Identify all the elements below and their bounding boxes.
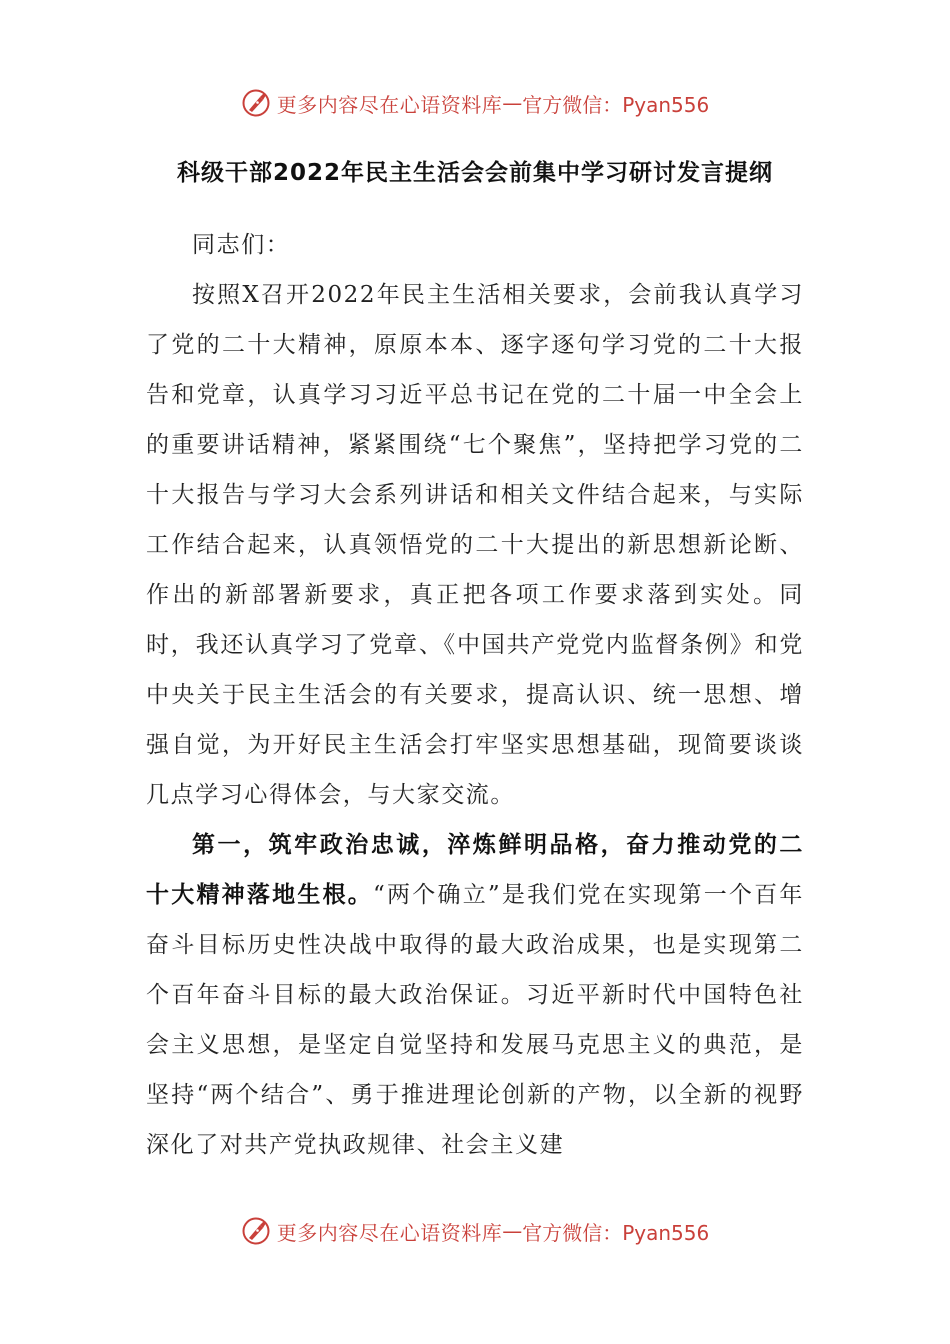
banner-separator: — — [502, 91, 523, 115]
document-body — [146, 220, 804, 1170]
paragraph: 按照X召开2022年民主生活相关要求，会前我认真学习了党的二十大精神，原原本本、逐字逐句学习党的二十大报告和党章，认真学习习近平总书记在党的二十届一中全会上的重要讲话精神，紧紧围绕“七个聚焦”，坚持把学习党的二十大报告与学习大会系列讲话和相关文件结合起来，与实际工作结合起来，认真领悟党的二十大提出的新思想新论断、作出的新部署新要求，真正把各项工作要求落到实处。同时，我还认真学习了党章、《中国共产党党内监督条例》和党中央关于民主生活会的有关要求，提高认识、统一思想、增强自觉，为开好民主生活会打牢坚实思想基础，现简要谈谈几点学习心得体会，与大家交流。 — [146, 282, 804, 808]
pen-nib-logo-icon — [241, 1216, 271, 1246]
document-title: 科级干部2022年民主生活会会前集中学习研讨发言提纲 — [176, 160, 773, 186]
pen-nib-logo-icon — [241, 88, 271, 118]
salutation: 同志们： — [192, 232, 291, 258]
section-paragraph — [146, 820, 804, 1170]
banner-text: 更多内容尽在心语资料库 — [276, 92, 503, 117]
banner-text: 更多内容尽在心语资料库 — [276, 1220, 503, 1245]
footer-banner — [0, 1211, 950, 1251]
section-body: “两个确立”是我们党在实现第一个百年奋斗目标历史性决战中取得的最大政治成果，也是实现第二个百年奋斗目标的最大政治保证。习近平新时代中国特色社会主义思想，是坚定自觉坚持和发展马克思主义的典范，是坚持“两个结合”、勇于推进理论创新的产物，以全新的视野深化了对共产党执政规律、社会主义建 — [146, 882, 804, 1158]
section-heading: 第一，筑牢政治忠诚，淬炼鲜明品格，奋力推动党的二十大精神落地生根。 — [146, 831, 804, 908]
banner-separator: — — [502, 1219, 523, 1243]
banner-wechat-id: 官方微信：Pyan556 — [522, 92, 710, 117]
banner-wechat-id: 官方微信：Pyan556 — [522, 1220, 710, 1245]
header-banner — [0, 83, 950, 123]
